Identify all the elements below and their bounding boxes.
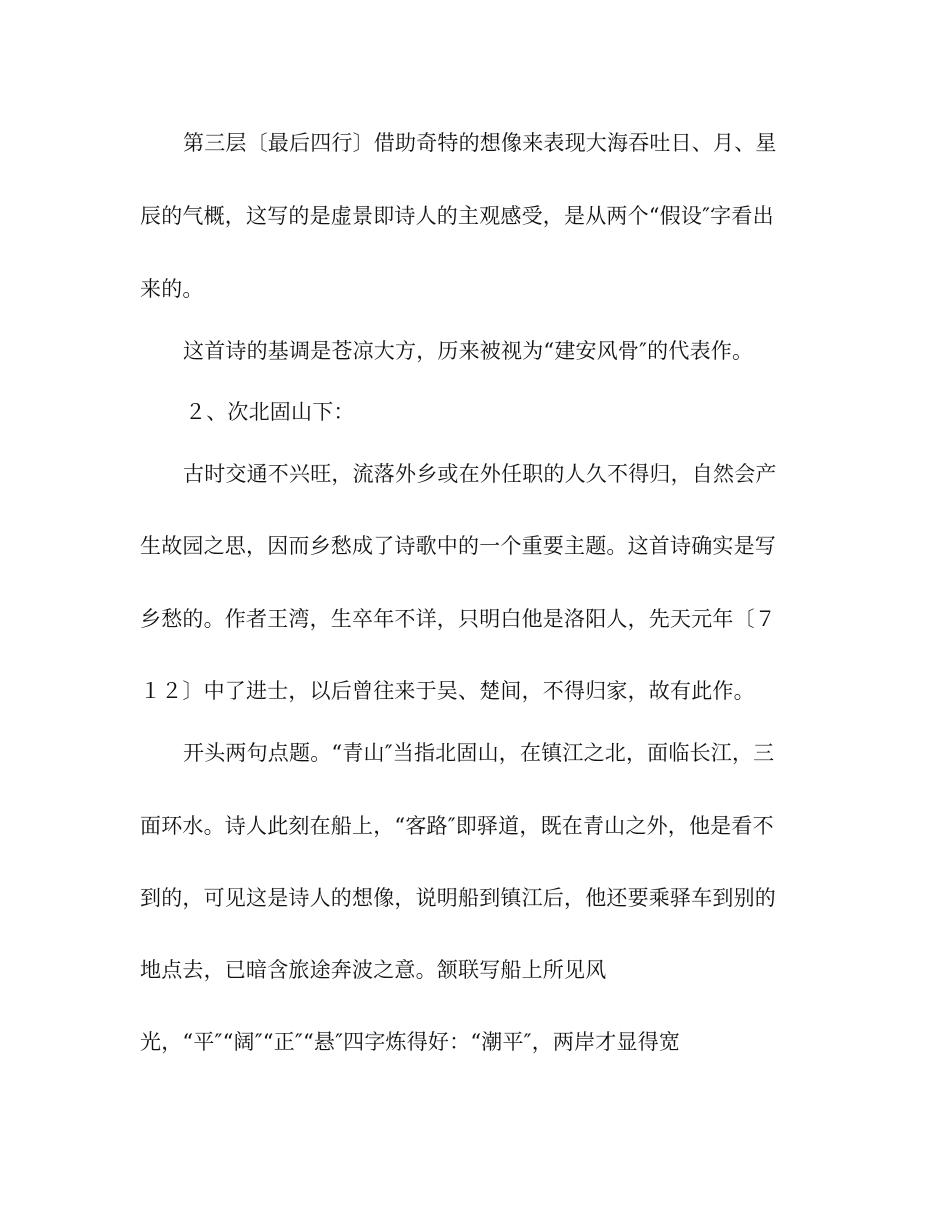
text-line-9: １２〕中了进士，以后曾往来于吴、楚间，不得归家，故有此作。 [140, 679, 755, 703]
text-line-10: 开头两句点题。“青山″当指北固山，在镇江之北，面临长江，三 [183, 741, 775, 765]
text-line-13: 地点去，已暗含旅途奔波之意。颔联写船上所见风 [140, 958, 607, 982]
text-line-8: 乡愁的。作者王湾，生卒年不详，只明白他是洛阳人，先天元年〔７ [140, 607, 776, 631]
text-line-2: 辰的气概，这写的是虚景即诗人的主观感受，是从两个“假设″字看出 [140, 204, 774, 228]
text-line-12: 到的，可见这是诗人的想像，说明船到镇江后，他还要乘驿车到别的 [140, 886, 776, 910]
section-heading: ２、次北固山下： [185, 400, 355, 424]
text-line-7: 生故园之思，因而乡愁成了诗歌中的一个重要主题。这首诗确实是写 [140, 534, 776, 558]
text-line-3: 来的。 [140, 277, 204, 301]
text-line-14: 光，“平″“阔″“正″“悬″四字炼得好：“潮平″，两岸才显得宽 [140, 1030, 681, 1054]
text-line-6: 古时交通不兴旺，流落外乡或在外任职的人久不得归，自然会产 [183, 462, 777, 486]
text-line-11: 面环水。诗人此刻在船上，“客路″即驿道，既在青山之外，他是看不 [140, 814, 774, 838]
text-line-4: 这首诗的基调是苍凉大方，历来被视为“建安风骨″的代表作。 [183, 339, 754, 363]
text-line-1: 第三层〔最后四行〕借助奇特的想像来表现大海吞吐日、月、星 [183, 131, 777, 155]
